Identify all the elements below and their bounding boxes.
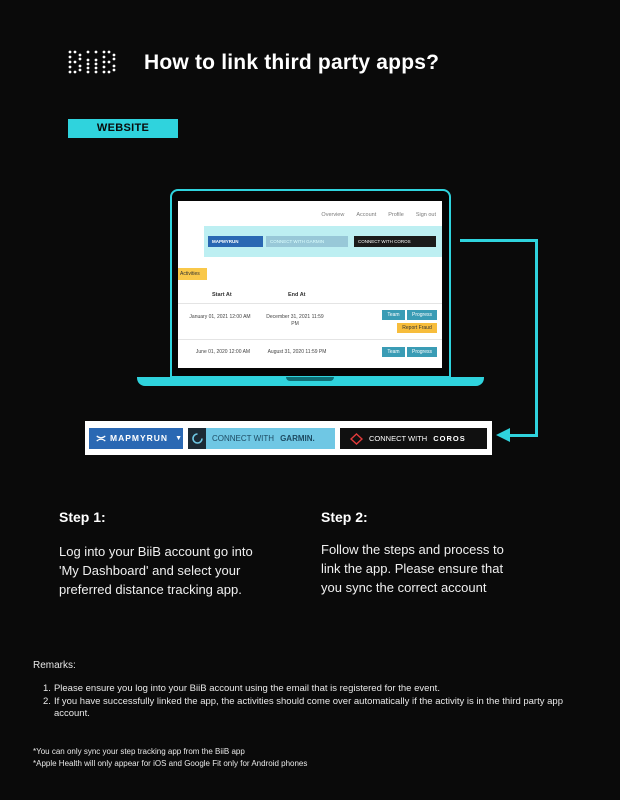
remark-item — [43, 683, 591, 695]
dashboard-nav — [321, 212, 436, 218]
connector-line-top — [460, 239, 538, 242]
note-health-platforms: *Apple Health will only appear for iOS and Google Fit only for Android phones — [33, 759, 308, 768]
mapmyrun-label: MAPMYRUN — [110, 433, 169, 443]
nav-account[interactable]: Account — [356, 212, 377, 218]
garmin-sync-icon — [188, 428, 206, 449]
row-1-end: December 31, 2021 11:59 PM — [266, 314, 324, 327]
activities-tab[interactable]: Activities — [178, 268, 207, 280]
mini-mapmyrun-button[interactable]: MAPMYRUN — [208, 236, 263, 247]
remark-item — [43, 696, 591, 720]
connect-coros-button[interactable] — [340, 428, 487, 449]
nav-overview[interactable]: Overview — [321, 212, 345, 218]
row-2-progress-button[interactable]: Progress — [407, 347, 437, 357]
step-1-text: Log into your BiiB account go into 'My Dashboard' and select your preferred distance tracking app. — [59, 544, 253, 597]
remarks-list — [43, 683, 591, 720]
page-title: How to link third party apps? — [144, 51, 440, 74]
row-2-start: June 01, 2020 12:00 AM — [195, 349, 251, 355]
connector-line-vertical — [535, 239, 538, 437]
nav-profile[interactable]: Profile — [388, 212, 404, 218]
remarks-label: Remarks: — [33, 660, 76, 671]
coros-logo-icon — [350, 433, 363, 445]
garmin-brand: GARMIN. — [280, 434, 315, 443]
arrow-left-icon — [496, 428, 510, 442]
dashboard-screenshot — [178, 201, 442, 368]
remark-number: 2. — [43, 696, 51, 707]
row-divider — [178, 339, 442, 340]
row-2-end: August 31, 2020 11:59 PM — [267, 349, 327, 355]
biib-logo — [68, 50, 126, 76]
coros-prefix: CONNECT WITH — [369, 434, 428, 443]
caret-down-icon: ▼ — [175, 435, 183, 442]
step-2-title: Step 2: — [321, 509, 368, 525]
row-1-start: January 01, 2021 12:00 AM — [189, 314, 251, 320]
row-1-team-button[interactable]: Team — [382, 310, 405, 320]
mini-coros-button[interactable]: CONNECT WITH COROS — [354, 236, 436, 247]
row-2-team-button[interactable]: Team — [382, 347, 405, 357]
coros-brand: COROS — [433, 434, 466, 443]
row-divider — [178, 303, 442, 304]
connect-garmin-button[interactable] — [188, 428, 335, 449]
remark-text: If you have successfully linked the app, the activities should come over automatically if the activity is in the third party app account. — [53, 696, 563, 719]
laptop-notch — [286, 377, 334, 381]
connector-line-bottom — [508, 434, 538, 437]
nav-sign-out[interactable]: Sign out — [415, 212, 436, 218]
mapmyrun-button[interactable] — [89, 428, 183, 449]
note-step-tracking: *You can only sync your step tracking app from the BiiB app — [33, 747, 245, 756]
under-armour-icon — [96, 434, 106, 443]
column-start: Start At — [212, 292, 232, 298]
step-2-text: Follow the steps and process to link the app. Please ensure that you sync the correct account — [321, 542, 504, 595]
column-end: End At — [288, 292, 306, 298]
remark-number: 1. — [43, 683, 51, 694]
row-1-progress-button[interactable]: Progress — [407, 310, 437, 320]
website-badge: WEBSITE — [68, 119, 178, 138]
step-1-title: Step 1: — [59, 509, 106, 525]
row-1-report-fraud-button[interactable]: Report Fraud — [397, 323, 437, 333]
mini-garmin-button[interactable]: CONNECT WITH GARMIN — [266, 236, 348, 247]
garmin-prefix: CONNECT WITH — [212, 434, 275, 443]
remark-text: Please ensure you log into your BiiB account using the email that is registered for the event. — [53, 683, 440, 694]
